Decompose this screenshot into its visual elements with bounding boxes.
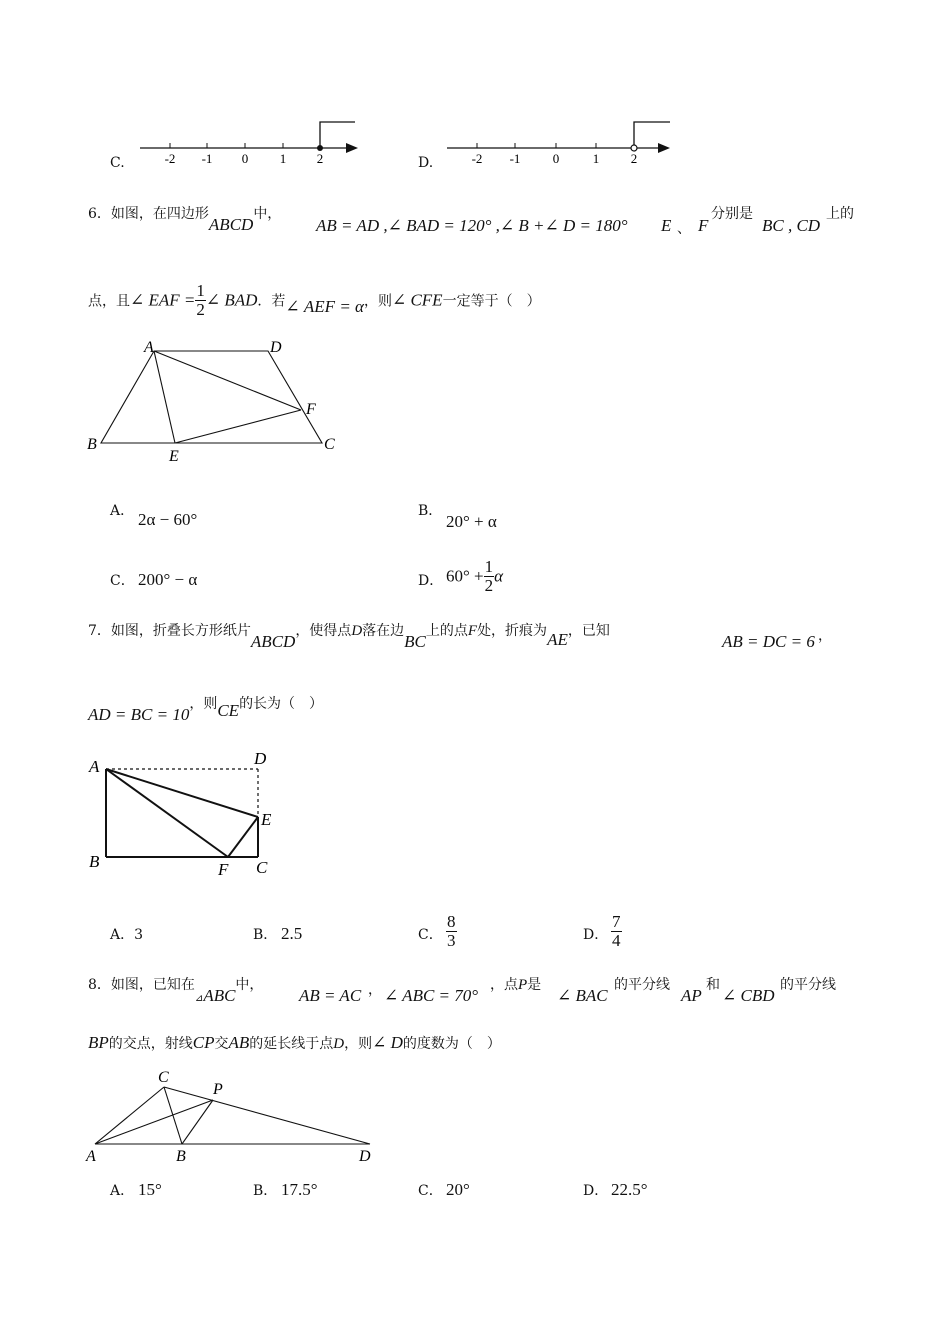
q6-stem-line1: 6．如图，在四边形ABCD中，: [88, 206, 282, 234]
q6-figure-quadrilateral: [80, 332, 350, 467]
tick-label: -1: [201, 151, 213, 166]
q6-point-e: E: [661, 216, 672, 235]
q6-option-b-label: B．: [418, 503, 443, 519]
q8-stem-line2: BP的交点，射线CP交AB的延长线于点D，则∠ D的度数为（ ）: [88, 1033, 501, 1052]
vertex-label: D: [254, 749, 267, 768]
q8-option-a-label: A．: [110, 1183, 135, 1199]
vertex-label: F: [218, 860, 229, 879]
q7-stem-line2: AD = BC = 10，则CE的长为（ ）: [88, 696, 324, 724]
q5-option-d-label: D.: [418, 155, 434, 171]
vertex-label: C: [324, 436, 335, 453]
question-number: 6．: [88, 206, 111, 222]
q7-option-b-value: 2.5: [281, 924, 303, 943]
vertex-label: E: [261, 810, 272, 829]
q6-option-b-value: 20° + α: [446, 512, 497, 531]
q8-option-d-label: D．: [583, 1183, 609, 1199]
q8-given-ab-ac: AB = AC: [299, 986, 362, 1005]
q8-option-c-value: 20°: [446, 1180, 470, 1199]
vertex-label: A: [86, 1148, 96, 1165]
q6-condition-expr: AB = AD ,∠ BAD = 120° ,∠ B +∠ D = 180°: [316, 216, 628, 235]
tick-label: 0: [241, 151, 249, 166]
q6-option-a-value: 2α − 60°: [138, 510, 198, 529]
vertex-label: D: [359, 1148, 371, 1165]
q6-option-d-value: 60° + $\frac{1}{2}$ α: [446, 557, 504, 595]
q6-option-a-label: A．: [110, 503, 135, 519]
tick-label: 0: [552, 151, 560, 166]
q7-option-d-value: $\frac{7}{4}$: [612, 912, 621, 950]
tick-label: 2: [316, 151, 324, 166]
q5-number-line-c: [130, 115, 370, 175]
vertex-label: C: [256, 858, 268, 877]
q7-option-b-label: B．: [253, 927, 278, 943]
tick-label: 2: [630, 151, 638, 166]
tick-label: 1: [279, 151, 287, 166]
q6-point-f: F: [698, 216, 709, 235]
q5-number-line-d: [437, 115, 682, 175]
vertex-label: E: [169, 448, 179, 465]
q8-option-c-label: C．: [418, 1183, 443, 1199]
q8-line-ap: AP: [681, 986, 702, 1005]
vertex-label: B: [87, 436, 97, 453]
q8-angle-cbd: ∠ CBD: [722, 986, 775, 1005]
tick-label: -2: [471, 151, 483, 166]
q8-option-b-label: B．: [253, 1183, 278, 1199]
q7-given-ab: AB = DC = 6: [722, 632, 815, 651]
q7-option-c-value: $\frac{8}{3}$: [447, 912, 456, 950]
triangle-symbol: ⊿: [194, 993, 204, 1004]
vertex-label: P: [213, 1081, 223, 1098]
vertex-label: D: [270, 339, 282, 356]
q6-sides: BC , CD: [762, 216, 821, 235]
q5-option-c-label: C.: [110, 155, 125, 171]
question-number: 8．: [88, 977, 111, 993]
vertex-label: B: [89, 852, 100, 871]
q8-stem-line1: 8．如图，已知在$_⊿$ABC中，: [88, 977, 264, 1005]
tick-label: -1: [509, 151, 521, 166]
tick-label: 1: [592, 151, 600, 166]
vertex-label: A: [144, 339, 154, 356]
q8-given-angle: ∠ ABC = 70°: [384, 986, 479, 1005]
question-number: 7．: [88, 623, 111, 639]
q7-option-a: A．3: [110, 927, 144, 943]
vertex-label: C: [158, 1069, 169, 1086]
q8-figure-triangle: [80, 1063, 390, 1168]
q7-option-d-label: D．: [583, 927, 609, 943]
q6-option-c-label: C．: [110, 573, 135, 589]
q6-option-c-value: 200° − α: [138, 570, 198, 589]
vertex-label: A: [89, 757, 100, 776]
vertex-label: F: [306, 401, 316, 418]
q8-angle-bac: ∠ BAC: [557, 986, 608, 1005]
q7-figure-rectangle: [82, 745, 282, 885]
q7-option-c-label: C．: [418, 927, 443, 943]
fraction-one-half: $\frac{1}{2}$: [196, 281, 205, 319]
q7-stem-line1: 7．如图，折叠长方形纸片ABCD，使得点D落在边BC上的点F处，折痕为AE，已知: [88, 623, 610, 651]
q6-stem-line2: 点，且∠ EAF = $\frac{1}{2}$ ∠ BAD．若∠ AEF = α，则∠ CFE一定等于（ ）: [88, 281, 541, 319]
q6-option-d-label: D．: [418, 573, 444, 589]
vertex-label: B: [176, 1148, 186, 1165]
tick-label: -2: [164, 151, 176, 166]
q8-option-a-value: 15°: [138, 1180, 162, 1199]
q8-option-d-value: 22.5°: [611, 1180, 648, 1199]
q8-stem-line1b: ，点P是: [490, 977, 542, 993]
q8-option-b-value: 17.5°: [281, 1180, 318, 1199]
